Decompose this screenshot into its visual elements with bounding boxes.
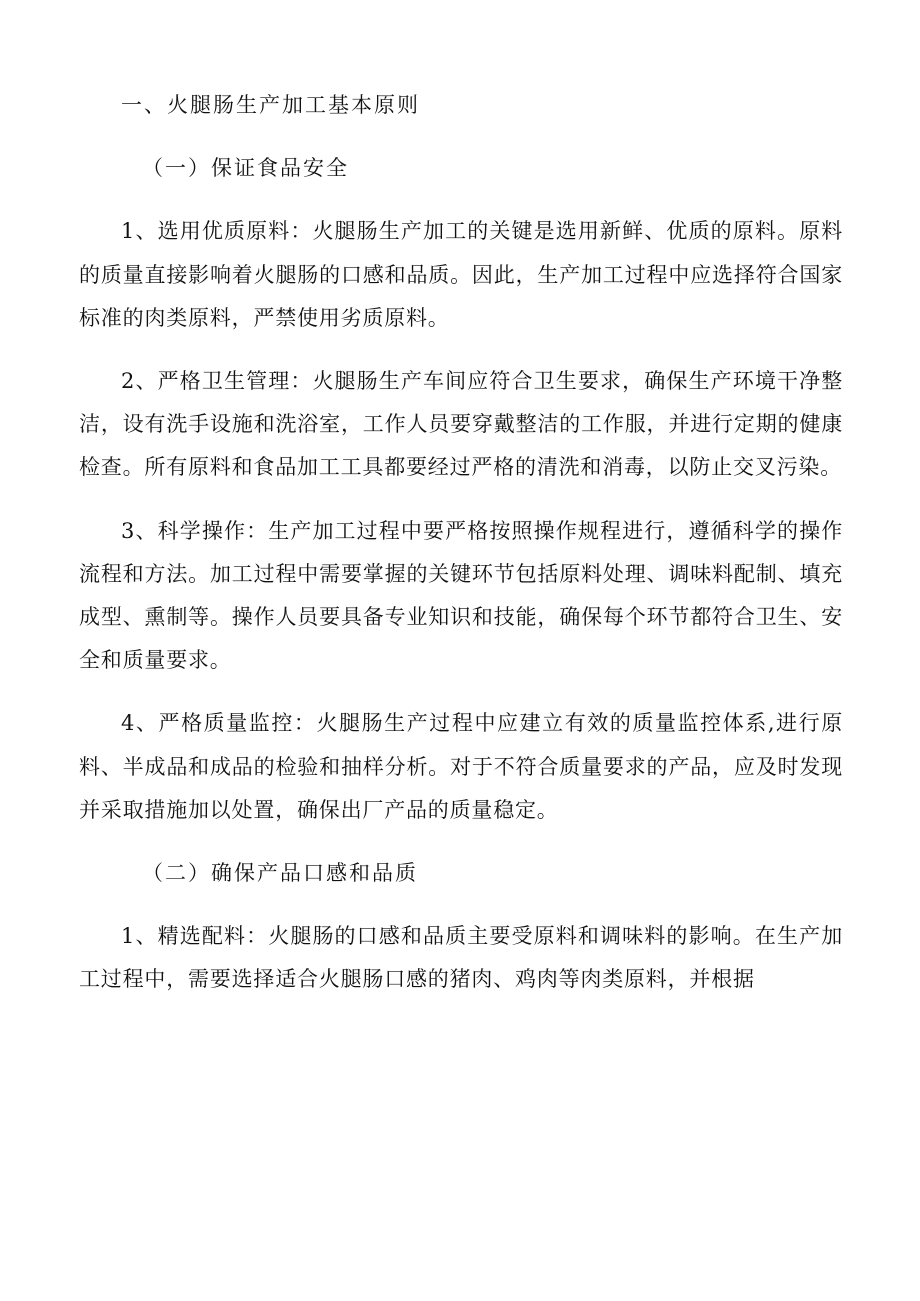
paragraph: 1、选用优质原料：火腿肠生产加工的关键是选用新鲜、优质的原料。原料的质量直接影响着火腿肠的口感和品质。因此，生产加工过程中应选择符合国家标准的肉类原料，严禁使用劣质原料。 — [79, 219, 843, 330]
subsection-title: （一）保证食品安全 — [142, 156, 349, 181]
subsection-title: （二）确保产品口感和品质 — [142, 861, 418, 886]
paragraph: 1、精选配料：火腿肠的口感和品质主要受原料和调味料的影响。在生产加工过程中，需要选择适合火腿肠口感的猪肉、鸡肉等肉类原料，并根据 — [79, 924, 843, 992]
paragraph: 3、科学操作：生产加工过程中要严格按照操作规程进行，遵循科学的操作流程和方法。加工过程中需要掌握的关键环节包括原料处理、调味料配制、填充成型、熏制等。操作人员要具备专业知识和技能，确保每个环节都符合卫生、安全和质量要求。 — [79, 518, 843, 673]
section-title: 一、火腿肠生产加工基本原则 — [121, 93, 420, 117]
paragraph: 4、严格质量监控：火腿肠生产过程中应建立有效的质量监控体系,进行原料、半成品和成品的检验和抽样分析。对于不符合质量要求的产品，应及时发现并采取措施加以处置，确保出厂产品的质量稳定。 — [79, 711, 843, 822]
paragraph: 2、严格卫生管理：火腿肠生产车间应符合卫生要求，确保生产环境干净整洁，设有洗手设施和洗浴室，工作人员要穿戴整洁的工作服，并进行定期的健康检查。所有原料和食品加工工具都要经过严格的清洗和消毒，以防止交叉污染。 — [79, 369, 843, 480]
document-body — [79, 84, 843, 1002]
